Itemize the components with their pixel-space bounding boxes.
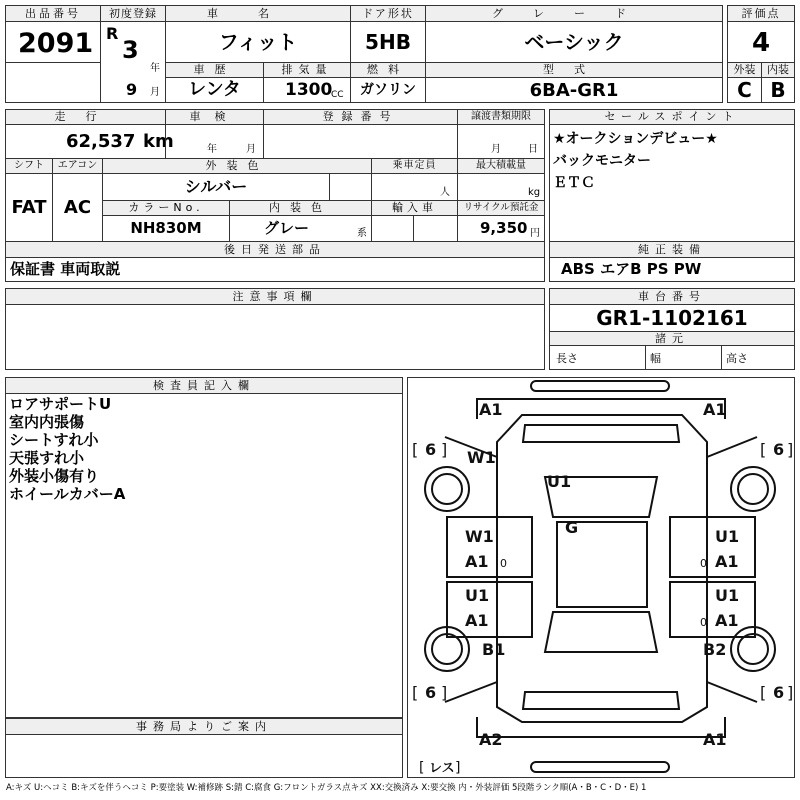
exterior-grade: C xyxy=(737,78,752,102)
label-a1-rear-right: A1 xyxy=(703,730,727,749)
first-reg-label: 初度登録 xyxy=(100,5,166,22)
lot-no: 2091 xyxy=(18,28,94,59)
equipment: ABS エアB PS PW xyxy=(561,260,702,278)
car-diagram xyxy=(407,377,795,778)
recycle-label: リサイクル預託金 xyxy=(457,200,545,216)
notes-box xyxy=(5,304,545,370)
fuel: ガソリン xyxy=(360,82,416,98)
reg-month: 9 xyxy=(126,80,138,99)
mileage-unit: km xyxy=(143,131,174,152)
label-less: レス xyxy=(429,761,455,776)
max-load-label: 最大積載量 xyxy=(457,158,545,174)
inspector-item: 室内内張傷 xyxy=(9,413,85,431)
capacity-label: 乗車定員 xyxy=(371,158,458,174)
grade-label: グレード xyxy=(425,5,723,22)
label-g-glass: G xyxy=(565,518,579,537)
import-box-b xyxy=(413,215,458,242)
sales-point-3: ＥＴＣ xyxy=(553,175,595,191)
transfer-month-unit: 月 xyxy=(491,144,501,155)
sales-point-1: ★オークションデビュー★ xyxy=(553,131,718,147)
office-label: 事務局よりご案内 xyxy=(5,718,403,735)
inspector-item: ロアサポートU xyxy=(9,395,112,413)
fuel-label: 燃料 xyxy=(350,62,426,78)
int-color: グレー xyxy=(263,219,309,237)
max-load-unit: kg xyxy=(528,187,541,198)
car-name: フィット xyxy=(218,30,298,54)
color-no: NH830M xyxy=(130,219,202,237)
later-parts: 保証書 車両取説 xyxy=(10,260,121,278)
reg-no-box xyxy=(263,124,458,159)
shift: FAT xyxy=(11,197,47,218)
ext-color: シルバー xyxy=(184,177,248,196)
label-w1-front: W1 xyxy=(467,448,496,467)
label-a1-left-rear: A1 xyxy=(465,611,489,630)
bracket-open: [ xyxy=(412,440,419,459)
year-unit: 年 xyxy=(150,63,160,74)
history: レンタ xyxy=(188,79,241,100)
insp-month-unit: 月 xyxy=(246,144,256,155)
bracket-close: ] xyxy=(441,440,448,459)
inspector-list xyxy=(9,395,125,503)
bracket-close: ] xyxy=(455,760,461,776)
label-u1-roof: U1 xyxy=(547,472,572,491)
label-b2-right: B2 xyxy=(703,640,727,659)
spec-height: 高さ xyxy=(726,352,748,365)
model-label: 型式 xyxy=(425,62,723,78)
sales-point-label: セールスポイント xyxy=(549,109,795,125)
interior-label: 内装 xyxy=(761,62,795,78)
chassis-label: 車台番号 xyxy=(549,288,795,305)
month-unit: 月 xyxy=(150,87,160,98)
history-label: 車歴 xyxy=(165,62,264,78)
bracket-open: [ xyxy=(419,760,425,776)
tire-fr: 6 xyxy=(773,440,785,459)
capacity-unit: 人 xyxy=(440,187,450,198)
label-a1-left-front: A1 xyxy=(465,552,489,571)
era: R xyxy=(106,24,119,43)
interior-grade: B xyxy=(770,78,786,102)
bracket-close: ] xyxy=(441,683,448,702)
transfer-label: 譲渡書類期限 xyxy=(457,109,545,125)
specs-label: 諸元 xyxy=(549,331,795,346)
label-a1-right-front: A1 xyxy=(715,552,739,571)
label-b1-left: B1 xyxy=(482,640,506,659)
inspector-item: 外装小傷有り xyxy=(9,467,100,485)
lot-blank-box xyxy=(5,62,101,103)
mileage: 62,537 xyxy=(66,131,136,152)
recycle: 9,350 xyxy=(480,219,528,237)
bracket-close: ] xyxy=(787,683,794,702)
color-no-label: カラーNo. xyxy=(102,200,230,216)
later-parts-label: 後日発送部品 xyxy=(5,241,545,258)
chassis-no: GR1-1102161 xyxy=(596,306,748,330)
door-label: ドア形状 xyxy=(350,5,426,22)
tire-fl: 6 xyxy=(425,440,437,459)
mileage-label: 走行 xyxy=(5,109,166,125)
score: 4 xyxy=(751,28,771,58)
bracket-open: [ xyxy=(760,440,767,459)
grade: ベーシック xyxy=(524,30,624,54)
label-a2-rear-left: A2 xyxy=(479,730,503,749)
label-w1-left: W1 xyxy=(465,527,494,546)
equipment-label: 純正装備 xyxy=(549,241,795,258)
office-box xyxy=(5,734,403,778)
reg-no-label: 登録番号 xyxy=(263,109,458,125)
ext-color-label: 外装色 xyxy=(102,158,372,174)
import-box-a xyxy=(371,215,414,242)
legend: A:キズ U:ヘコミ B:キズを伴うヘコミ P:要塗装 W:補修跡 S:錆 C:腐食 G:フロントガラス点キズ XX:交換済み X:要交換 内・外装評価 5段階ランク順(A・B・C・D・E) 1 xyxy=(6,783,647,793)
label-u1-right-front: U1 xyxy=(715,527,740,546)
bracket-close: ] xyxy=(787,440,794,459)
spec-width: 幅 xyxy=(650,352,661,365)
lot-no-label: 出品番号 xyxy=(5,5,101,22)
label-a1-left-front-val: 0 xyxy=(500,557,507,570)
bracket-open: [ xyxy=(760,683,767,702)
recycle-unit: 円 xyxy=(530,228,540,239)
label-u1-left-rear: U1 xyxy=(465,586,490,605)
label-a1-front-right: A1 xyxy=(703,400,727,419)
inspection-label: 車検 xyxy=(165,109,264,125)
label-a1-right-rear: A1 xyxy=(715,611,739,630)
insp-year-unit: 年 xyxy=(207,144,217,155)
ac-label: エアコン xyxy=(52,158,103,174)
label-u1-right-rear: U1 xyxy=(715,586,740,605)
ext-color-sub-box xyxy=(329,173,372,201)
tire-rr: 6 xyxy=(773,683,785,702)
model: 6BA-GR1 xyxy=(529,80,619,101)
label-a1-right-front-val: 0 xyxy=(700,557,707,570)
tire-rl: 6 xyxy=(425,683,437,702)
displacement-label: 排気量 xyxy=(263,62,351,78)
transfer-day-unit: 日 xyxy=(528,144,538,155)
displacement-unit: CC xyxy=(331,90,344,100)
ac: AC xyxy=(63,197,92,218)
reg-year: 3 xyxy=(122,36,139,64)
sales-point-2: バックモニター xyxy=(553,153,651,169)
exterior-label: 外装 xyxy=(727,62,762,78)
inspector-label: 検査員記入欄 xyxy=(5,377,403,394)
label-a1-front-left: A1 xyxy=(479,400,503,419)
shift-label: シフト xyxy=(5,158,53,174)
int-color-unit: 系 xyxy=(357,228,367,239)
spec-length: 長さ xyxy=(556,352,578,365)
inspector-item: ホイールカバーA xyxy=(9,485,126,503)
displacement: 1300 xyxy=(285,80,333,100)
door: 5HB xyxy=(365,30,411,54)
inspector-item: シートすれ小 xyxy=(9,431,99,449)
int-color-label: 内装色 xyxy=(229,200,372,216)
inspector-item: 天張すれ小 xyxy=(9,449,85,467)
label-a1-right-rear-val: 0 xyxy=(700,616,707,629)
import-label: 輸入車 xyxy=(371,200,458,216)
bracket-open: [ xyxy=(412,683,419,702)
car-name-label: 車名 xyxy=(165,5,351,22)
notes-label: 注意事項欄 xyxy=(5,288,545,305)
score-label: 評価点 xyxy=(727,5,795,22)
